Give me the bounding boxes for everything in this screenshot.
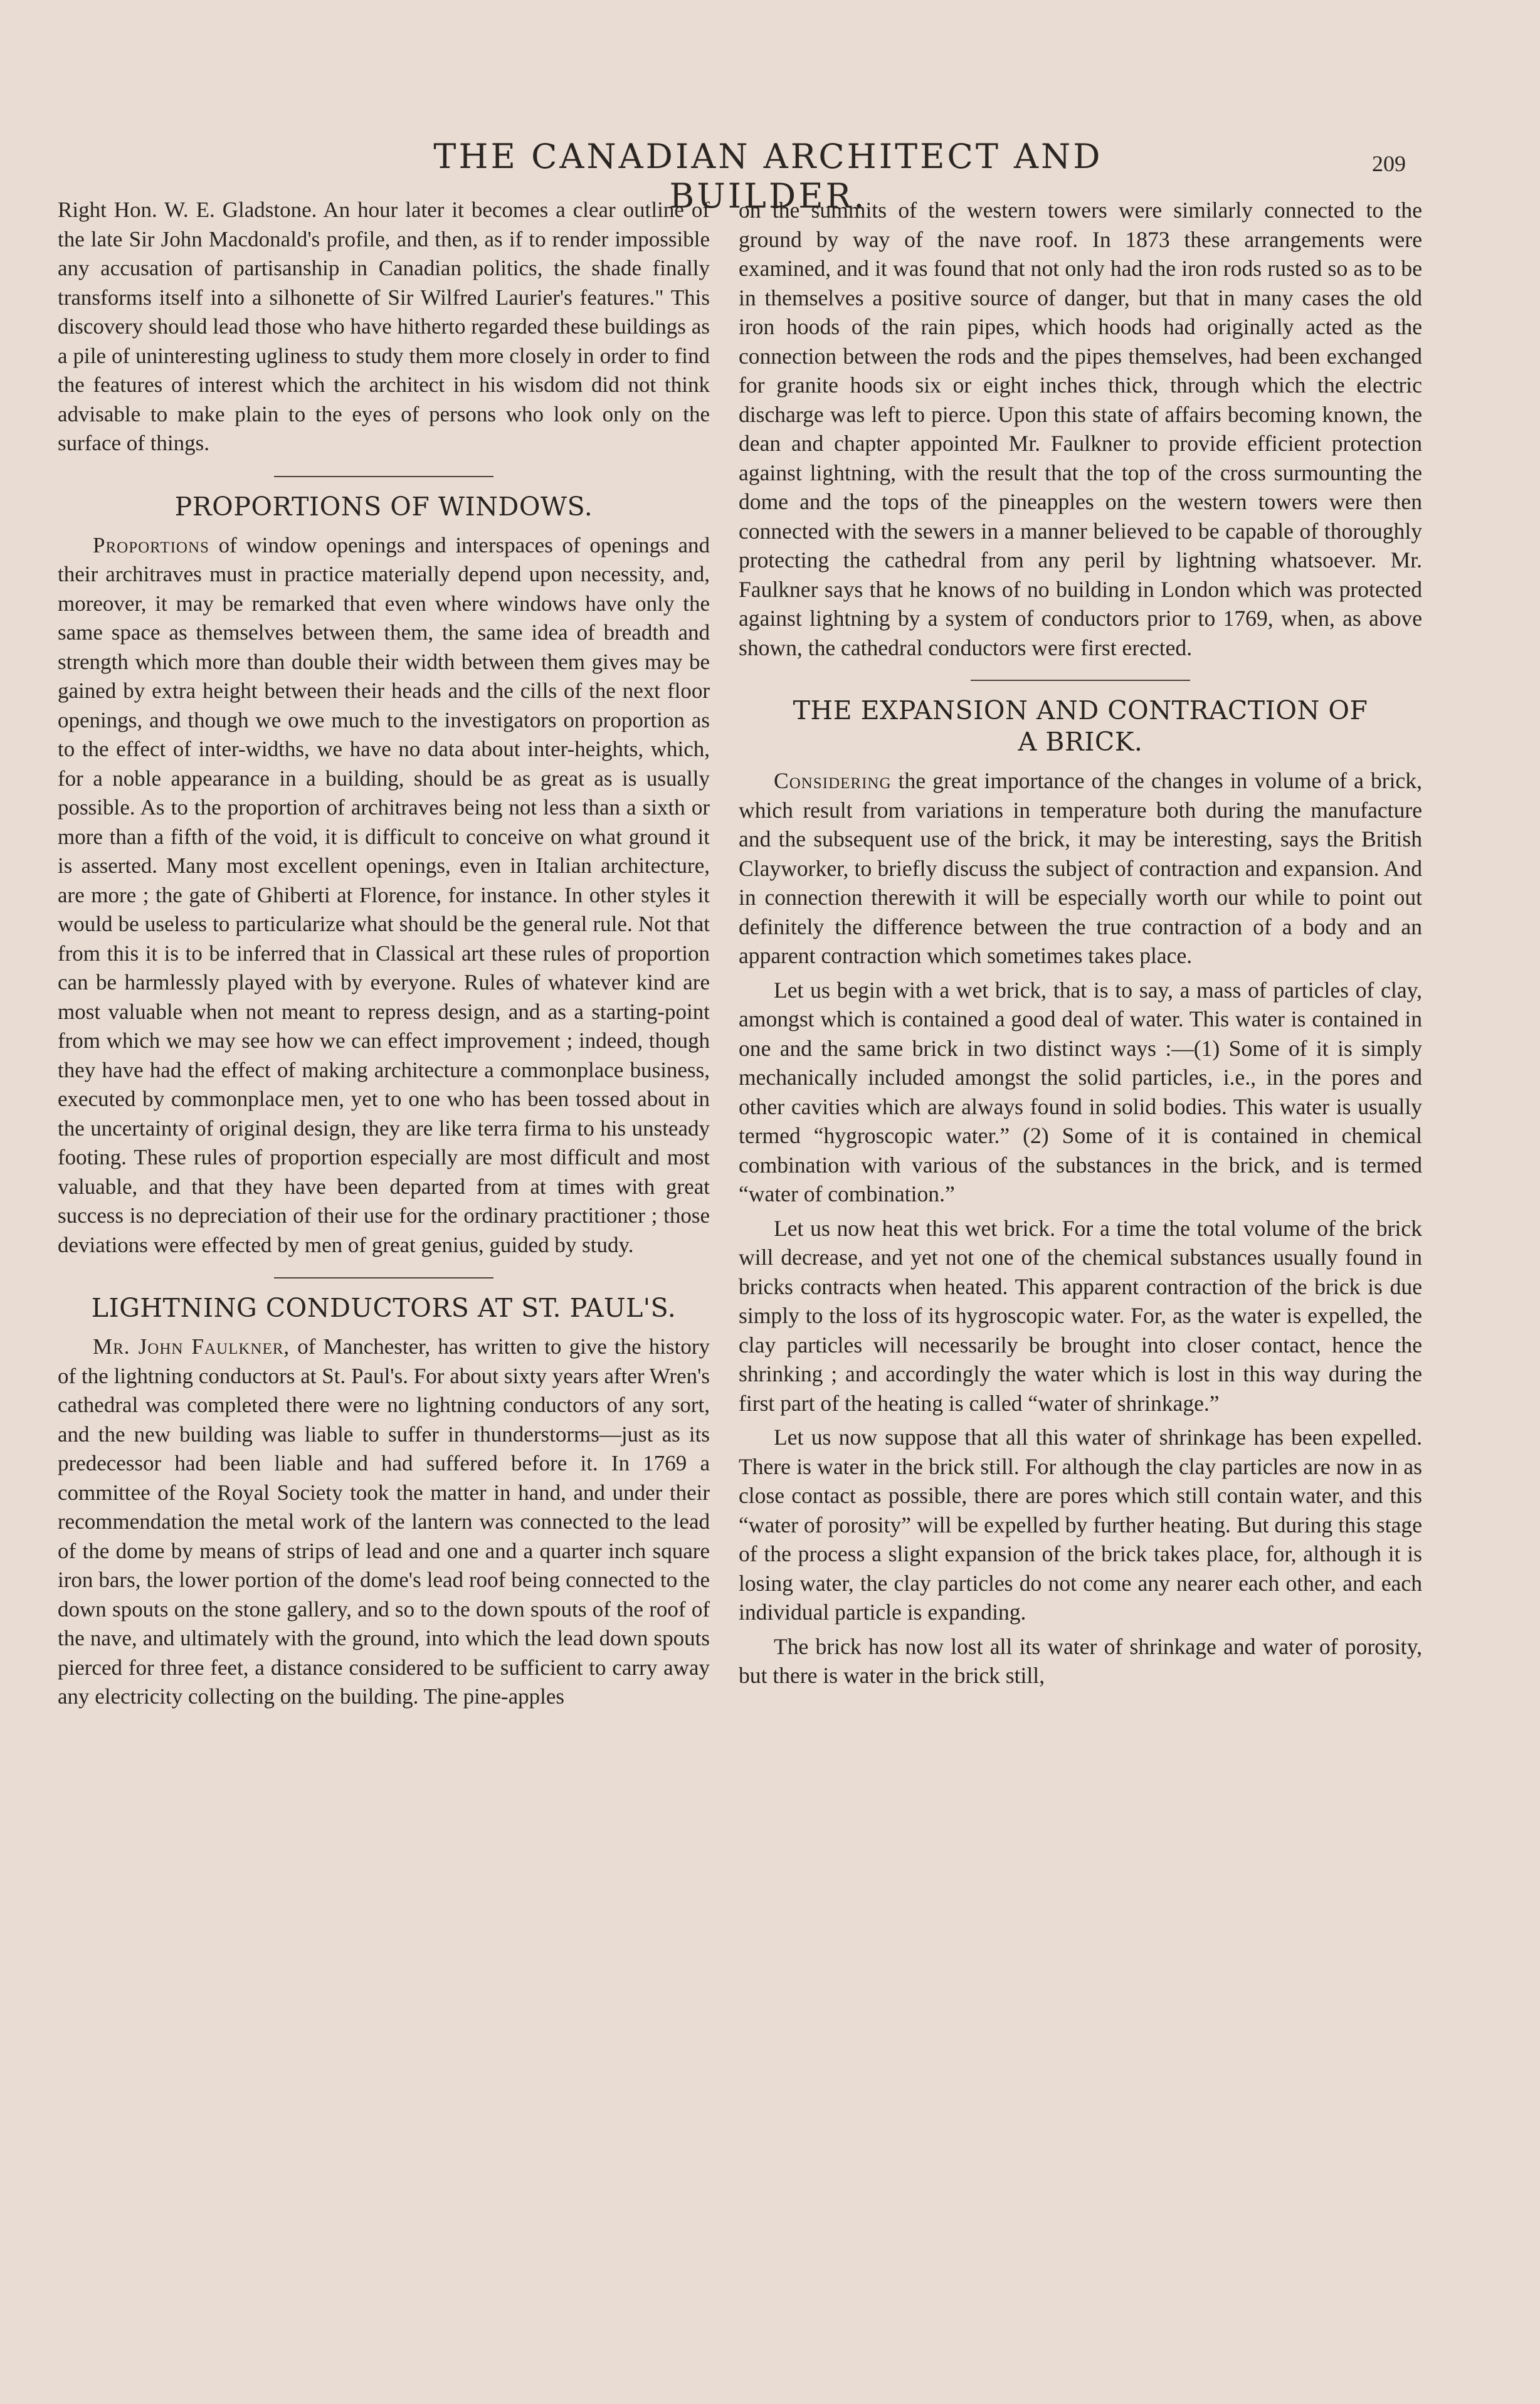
continued-paragraph-right: on the summits of the western towers were similarly connected to the ground by way of the nave roof. In 1873 these arrangements were examined, and it was found that not only had the iron rods rusted so as to be in themselves a positive source of danger, but that in many cases the old iron hoods of the rain pipes, which hoods had originally acted as the connection between the rods and the pipes themselves, had been exchanged for granite hoods six or eight inches thick, through which the electric discharge was left to pierce. Upon this state of affairs becoming known, the dean and chapter appointed Mr. Faulkner to provide efficient protection against lightning, with the result that the top of the cross surmounting the dome and the tops of the pineapples on the western towers were then connected with the sewers in a manner believed to be capable of thoroughly protecting the cathedral from any peril by lightning whatsoever. Mr. Faulkner says that he knows of no building in London which was protected against lightning by a system of conductors prior to 1769, when, as above shown, the cathedral conductors were first erected. (739, 198, 1422, 660)
windows-paragraph (58, 531, 710, 1260)
brick-lead-word: Considering (774, 768, 892, 793)
page-number: 209 (1372, 151, 1406, 176)
lightning-heading: LIGHTNING CONDUCTORS AT ST. PAUL'S. (91, 1293, 677, 1323)
brick-paragraph-3: Let us now heat this wet brick. For a time the total volume of the brick will decrease, and yet not one of the chemical substances usually found in bricks contracts when heated. This apparent contraction of the brick is due simply to the loss of its hygroscopic water. For, as the water is expelled, the clay particles will necessarily be brought into closer contact, hence the shrinking ; and accordingly the water which is lost in this way during the first part of the heating is called “water of shrinkage.” (739, 1215, 1422, 1416)
running-title: THE CANADIAN ARCHITECT AND BUILDER. (433, 137, 1103, 216)
lightning-lead-words: Mr. John Faulkner, (93, 1334, 290, 1359)
brick-heading (739, 695, 1422, 757)
brick-paragraph-2: Let us begin with a wet brick, that is to say, a mass of particles of clay, amongst which is contained a good deal of water. This water is contained in one and the same brick in two distinct ways :—(1) Some of it is simply mechanically included amongst the solid particles, i.e., in the pores and other cavities which are always found in solid bodies. This water is usually termed “hygroscopic water.” (2) Some of it is contained in chemical combination with various of the substances in the brick, and is termed “water of combination.” (739, 977, 1422, 1206)
windows-heading: PROPORTIONS OF WINDOWS. (174, 491, 593, 522)
windows-body: of window openings and interspaces of openings and their architraves must in practice materially depend upon necessity, and, moreover, it may be remarked that even where windows have only the same space as themselves between them, the same idea of breadth and strength which more than double their width between them gives may be gained by extra height between their heads and the cills of the next floor openings, and though we owe much to the investigators on proportion as to the effect of inter-widths, we have no data about inter-heights, which, for a noble appearance in a building, should be as great as is usually possible. As to the proportion of architraves being not less than a sixth or more than a fifth of the void, it is difficult to conceive on what ground it is asserted. Many most excellent openings, even in Italian architecture, are more ; the gate of Ghiberti at Florence, for instance. In other styles it would be useless to particularize what should be the general rule. Not that from this it is to be inferred that in Classical art these rules of proportion can be harmlessly played with by everyone. Rules of whatever kind are most valuable when not meant to repress design, and as a starting-point from which we may see how we can effect improvement ; indeed, though they have had the effect of making architecture a commonplace business, executed by commonplace men, yet to one who has been tossed about in the uncertainty of original design, they are like terra firma to his unsteady footing. These rules of proportion especially are most difficult and most valuable, and that they have been departed from at times with great success is no depreciation of their use for the ordinary practitioner ; those deviations were effected by men of great genius, guided by study. (58, 532, 710, 1257)
brick-heading-line1: THE EXPANSION AND CONTRACTION OF (793, 695, 1368, 725)
right-column (739, 196, 1422, 1690)
section-divider (274, 476, 493, 477)
brick-paragraph-4: Let us now suppose that all this water of shrinkage has been expelled. There is water in the brick still. For although the clay particles are now in as close contact as possible, there are pores which still contain water, and this “water of porosity” will be expelled by further heating. But during this stage of the process a slight expansion of the brick takes place, for, although it is losing water, the clay particles do not come any nearer each other, and each individual particle is expanding. (739, 1425, 1422, 1625)
lightning-body: of Manchester, has written to give the history of the lightning conductors at St. Paul's. For about sixty years after Wren's cathedral was completed there were no lightning conductors of any sort, and the new building was liable to suffer in thunderstorms—just as its predecessor had been liable and had suffered before it. In 1769 a committee of the Royal Society took the matter in hand, and under their recommendation the metal work of the lantern was connected to the lead of the dome by means of strips of lead and one and a quarter inch square iron bars, the lower portion of the dome's lead roof being connected to the down spouts on the stone gallery, and so to the down spouts of the roof of the nave, and ultimately with the ground, into which the lead down spouts pierced for three feet, a distance considered to be sufficient to carry away any electricity collecting on the building. The pine-apples (58, 1334, 710, 1709)
continued-paragraph-left: Right Hon. W. E. Gladstone. An hour later it becomes a clear outline of the late Sir John Macdonald's profile, and then, as if to render impossible any accusation of partisanship in Canadian politics, the shade finally transforms itself into a silhonette of Sir Wilfred Laurier's features." This discovery should lead those who have hitherto regarded these buildings as a pile of uninteresting ugliness to study them more closely in order to find the features of interest which the architect in his wisdom did not think advisable to make plain to the eyes of persons who look only on the surface of things. (58, 198, 710, 455)
left-column (58, 196, 710, 1712)
brick-heading-line2: A BRICK. (1018, 727, 1143, 757)
page-header (0, 137, 1540, 216)
brick-p1-body: the great importance of the changes in volume of a brick, which result from variations in temperature both during the manufacture and the subsequent use of the brick, it may be interesting, says the British Clayworker, to briefly discuss the subject of contraction and expansion. And in connection therewith it will be especially worth our while to point out definitely the difference between the true contraction of a body and an apparent contraction which sometimes takes place. (739, 768, 1422, 968)
section-divider (274, 1277, 493, 1278)
brick-paragraph-5: The brick has now lost all its water of shrinkage and water of porosity, but there is water in the brick still, (739, 1633, 1422, 1688)
brick-paragraph-1 (739, 766, 1422, 971)
windows-lead-word: Proportions (93, 532, 209, 557)
lightning-paragraph (58, 1332, 710, 1712)
section-divider (971, 680, 1190, 681)
